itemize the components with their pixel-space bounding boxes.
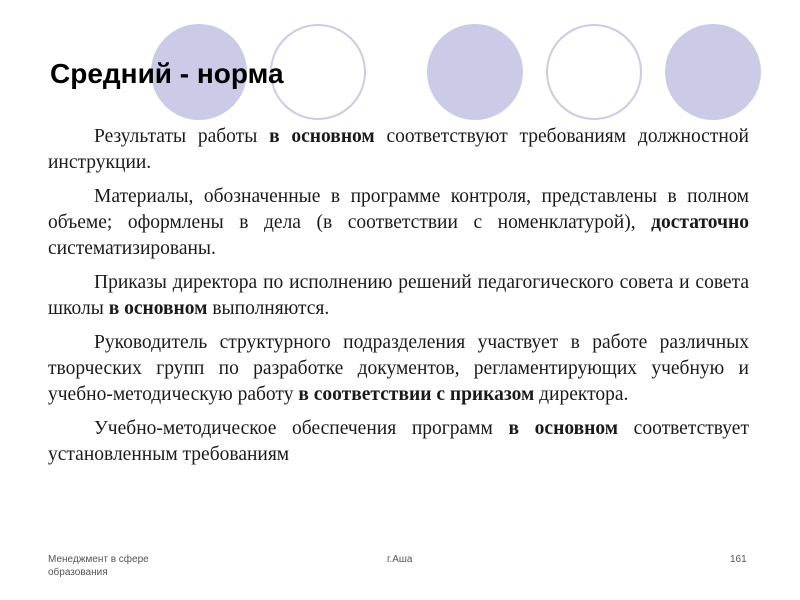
footer-page-number: 161 bbox=[730, 554, 747, 565]
paragraph-text: Результаты работы bbox=[94, 126, 270, 147]
body-paragraph bbox=[48, 270, 749, 322]
bold-emphasis: в основном bbox=[508, 418, 619, 439]
body-paragraph bbox=[48, 330, 749, 408]
footer-center: г.Аша bbox=[387, 554, 413, 565]
paragraph-text: Учебно-методическое обеспечения программ bbox=[94, 418, 509, 439]
bold-emphasis: в основном bbox=[269, 126, 375, 147]
slide-title: Средний - норма bbox=[50, 58, 284, 89]
decor-circle-outline bbox=[546, 24, 642, 120]
paragraph-text: соответствуют требованиям должностной инструкции. bbox=[48, 126, 749, 173]
decor-circle-filled bbox=[665, 24, 761, 120]
body-paragraph bbox=[48, 416, 749, 468]
slide-body bbox=[48, 124, 749, 476]
decor-circle-filled bbox=[427, 24, 523, 120]
paragraph-text: Руководитель структурного подразделения участвует в работе различных творческих групп по разработке документов, регламентирующих учебную и учебно-методическую работу bbox=[48, 332, 749, 405]
paragraph-text: Материалы, обозначенные в программе контроля, представлены в полном объеме; оформлены в дела (в соответствии с номенклатурой), bbox=[48, 186, 749, 233]
body-paragraph bbox=[48, 184, 749, 262]
bold-emphasis: достаточно bbox=[651, 212, 749, 233]
footer-left: Менеджмент в сфере образования bbox=[48, 554, 149, 578]
paragraph-text: соответствует установленным требованиям bbox=[48, 418, 749, 465]
bold-emphasis: в основном bbox=[108, 298, 208, 319]
paragraph-text: директора. bbox=[534, 384, 629, 405]
paragraph-text: систематизированы. bbox=[48, 238, 216, 259]
paragraph-text: выполняются. bbox=[207, 298, 330, 319]
bold-emphasis: в соответствии с приказом bbox=[298, 384, 535, 405]
decor-circle-outline bbox=[270, 24, 366, 120]
body-paragraph bbox=[48, 124, 749, 176]
paragraph-text: Приказы директора по исполнению решений педагогического совета и совета школы bbox=[48, 272, 749, 319]
